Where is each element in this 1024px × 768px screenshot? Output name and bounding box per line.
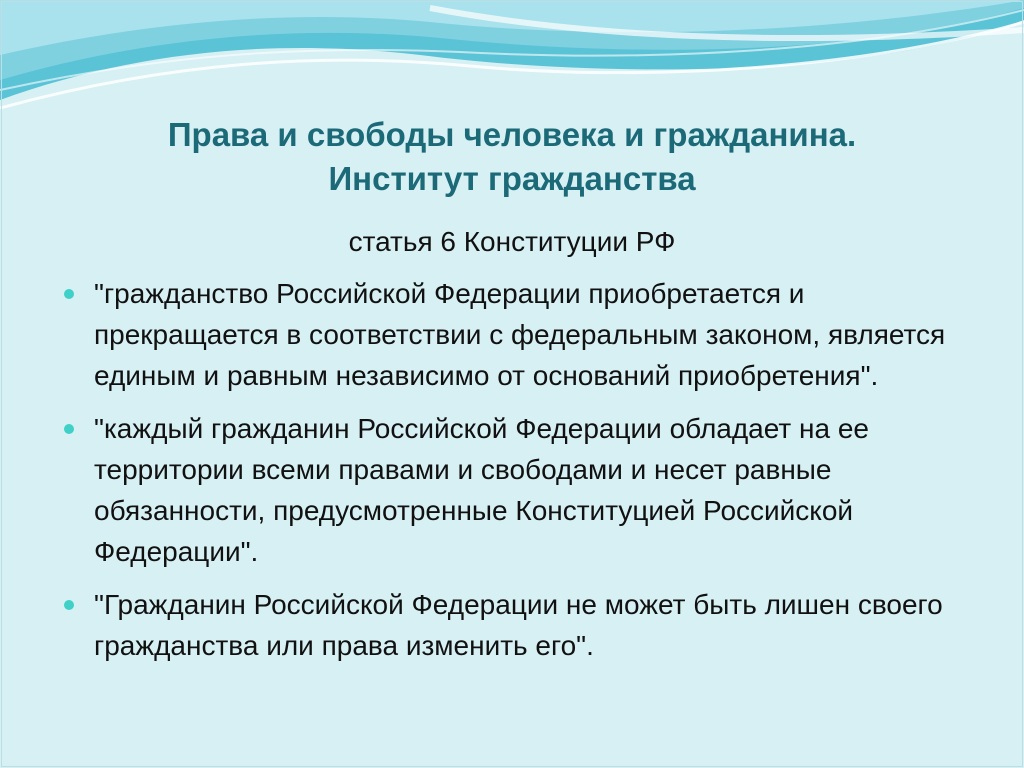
bullet-dot-icon [64, 600, 74, 610]
bullet-list [60, 273, 980, 678]
slide-title-line2: Институт гражданства [328, 160, 696, 197]
bullet-item [60, 408, 980, 572]
bullet-text: "гражданство Российской Федерации приобретается и прекращается в соответствии с федеральным законом, является единым и равным независимо от оснований приобретения". [94, 278, 946, 391]
bullet-item [60, 584, 980, 666]
decorative-waves [0, 0, 1024, 130]
bullet-text: "каждый гражданин Российской Федерации обладает на ее территории всеми правами и свободами и несет равные обязанности, предусмотренные Конституцией Российской Федерации". [94, 413, 869, 567]
bullet-item [60, 273, 980, 396]
slide-subtitle: статья 6 Конституции РФ [348, 226, 676, 257]
bullet-dot-icon [64, 424, 74, 434]
bullet-dot-icon [64, 289, 74, 299]
slide-title [0, 113, 1024, 201]
bullet-text: "Гражданин Российской Федерации не может быть лишен своего гражданства или права изменить его". [94, 589, 943, 661]
slide-title-line1: Права и свободы человека и гражданина. [167, 116, 857, 153]
